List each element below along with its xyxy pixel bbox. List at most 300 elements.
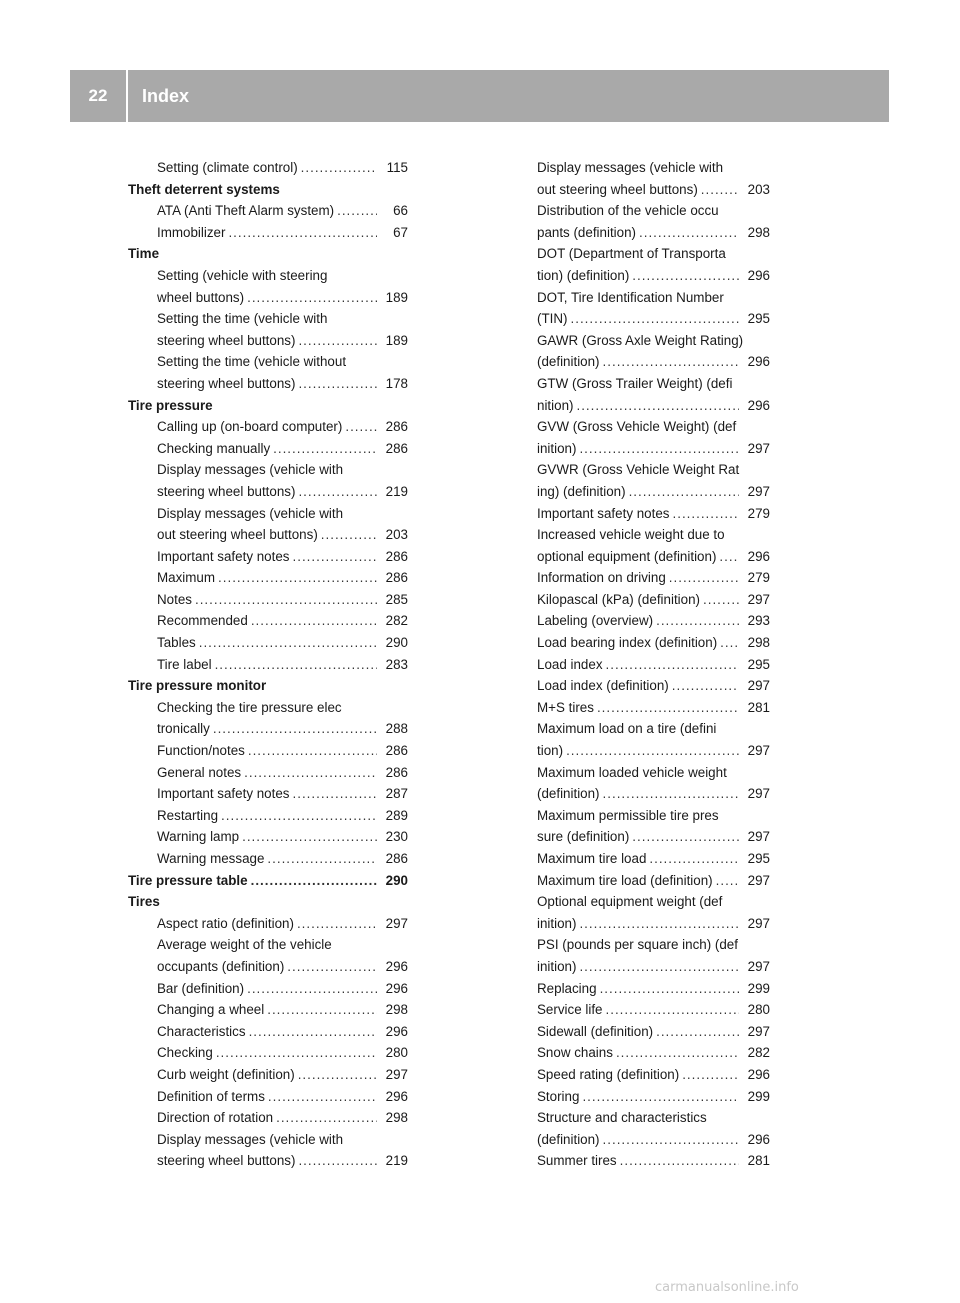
- dot-leader: [656, 1021, 739, 1043]
- section-title: Index: [142, 85, 190, 106]
- index-entry: [508, 826, 770, 848]
- dot-leader: [228, 222, 377, 244]
- page-reference: 287: [385, 786, 408, 802]
- entry-text: (definition): [537, 354, 600, 370]
- page-reference: 293: [747, 613, 770, 629]
- index-entry: [508, 308, 770, 330]
- page-reference: 203: [385, 527, 408, 543]
- page-reference: 298: [385, 1110, 408, 1126]
- page-reference: 296: [747, 267, 770, 283]
- page-reference: 299: [747, 980, 770, 996]
- entry-text: Tire label: [157, 656, 212, 672]
- entry-text: Warning lamp: [157, 829, 240, 845]
- index-heading: [128, 179, 408, 201]
- index-entry: [128, 697, 408, 719]
- entry-text: Tire pressure table: [128, 872, 248, 888]
- index-entry: [508, 503, 770, 525]
- index-entry: [508, 373, 770, 395]
- index-entry: [508, 697, 770, 719]
- dot-leader: [701, 179, 739, 201]
- entry-text: Display messages (vehicle with: [157, 462, 344, 478]
- entry-text: Restarting: [157, 807, 219, 823]
- entry-text: Important safety notes: [157, 548, 290, 564]
- watermark: carmanualsonline.info: [655, 1280, 799, 1295]
- index-entry: [128, 287, 408, 309]
- dot-leader: [656, 610, 739, 632]
- dot-leader: [216, 1042, 377, 1064]
- entry-text: Maximum tire load: [537, 851, 647, 866]
- index-entry: [128, 1150, 408, 1172]
- index-entry: [128, 1042, 408, 1064]
- index-entry: [508, 654, 770, 676]
- entry-text: Setting the time (vehicle without: [157, 354, 347, 370]
- entry-text: Average weight of the vehicle: [157, 937, 332, 953]
- page-reference: 299: [747, 1088, 770, 1104]
- dot-leader: [720, 632, 739, 654]
- dot-leader: [620, 1150, 739, 1172]
- index-column-right: [508, 157, 770, 1172]
- page-reference: 286: [385, 570, 408, 586]
- entry-text: Aspect ratio (definition): [157, 915, 294, 931]
- index-entry: [128, 222, 408, 244]
- page-reference: 283: [385, 656, 408, 672]
- page-reference: 289: [385, 807, 408, 823]
- entry-text: Definition of terms: [157, 1088, 265, 1104]
- index-entry: [128, 546, 408, 568]
- index-entry: [128, 783, 408, 805]
- index-entry: [128, 762, 408, 784]
- index-entry: [128, 438, 408, 460]
- page-reference: 286: [385, 743, 408, 759]
- index-entry: [128, 805, 408, 827]
- dot-leader: [247, 287, 377, 309]
- page-reference: 285: [385, 591, 408, 607]
- dot-leader: [293, 546, 378, 568]
- dot-leader: [629, 481, 739, 503]
- dot-leader: [603, 351, 739, 373]
- dot-leader: [566, 740, 739, 762]
- page-reference: 286: [385, 419, 408, 435]
- dot-leader: [321, 524, 377, 546]
- index-entry: [508, 978, 770, 1000]
- page-header: [70, 70, 889, 122]
- entry-text: Load index (definition): [537, 678, 669, 694]
- dot-leader: [301, 157, 377, 179]
- dot-leader: [716, 870, 739, 892]
- entry-text: Display messages (vehicle with: [537, 160, 724, 175]
- entry-text: Recommended: [157, 613, 248, 629]
- page-reference: 296: [385, 1088, 408, 1104]
- index-entry: [128, 913, 408, 935]
- entry-text: inition): [537, 915, 577, 931]
- index-entry: [508, 870, 770, 892]
- dot-leader: [606, 999, 740, 1021]
- page-reference: 296: [747, 548, 770, 564]
- entry-text: nition): [537, 397, 574, 413]
- dot-leader: [571, 308, 740, 330]
- index-entry: [508, 567, 770, 589]
- page-reference: 281: [747, 699, 770, 715]
- page-reference: 297: [747, 440, 770, 456]
- index-entry: [508, 1086, 770, 1108]
- page-reference: 203: [747, 181, 770, 197]
- dot-leader: [673, 503, 740, 525]
- page-reference: 296: [747, 397, 770, 413]
- page-reference: 282: [385, 613, 408, 629]
- index-entry: [128, 956, 408, 978]
- index-entry: [508, 783, 770, 805]
- entry-text: ing) (definition): [537, 483, 626, 499]
- page-reference: 297: [747, 958, 770, 974]
- entry-text: wheel buttons): [157, 289, 245, 305]
- dot-leader: [606, 654, 739, 676]
- index-entry: [128, 740, 408, 762]
- page-reference: 286: [385, 548, 408, 564]
- index-entry: [128, 481, 408, 503]
- entry-text: pants (definition): [537, 224, 636, 240]
- entry-text: Tire pressure: [128, 397, 213, 413]
- entry-text: Tire pressure monitor: [128, 678, 267, 694]
- page-reference: 288: [385, 721, 408, 737]
- page-reference: 280: [747, 1002, 770, 1018]
- dot-leader: [669, 567, 739, 589]
- index-entry: [508, 891, 770, 913]
- index-entry: [508, 762, 770, 784]
- page-reference: 297: [747, 872, 770, 888]
- page-reference: 286: [385, 764, 408, 780]
- page-reference: 296: [747, 354, 770, 370]
- entry-text: Information on driving: [537, 570, 666, 586]
- entry-text: Structure and characteristics: [537, 1110, 707, 1126]
- index-entry: [508, 395, 770, 417]
- index-entry: [508, 913, 770, 935]
- entry-text: Summer tires: [537, 1153, 617, 1169]
- index-entry: [508, 610, 770, 632]
- index-entry: [128, 1021, 408, 1043]
- dot-leader: [579, 438, 739, 460]
- dot-leader: [298, 330, 377, 352]
- entry-text: Checking the tire pressure elec: [157, 699, 342, 715]
- dot-leader: [221, 805, 377, 827]
- index-heading: [128, 870, 408, 892]
- entry-text: Curb weight (definition): [157, 1066, 295, 1082]
- dot-leader: [632, 826, 739, 848]
- index-heading: [128, 395, 408, 417]
- page-reference: 297: [747, 915, 770, 931]
- dot-leader: [719, 546, 739, 568]
- entry-text: inition): [537, 958, 577, 974]
- entry-text: M+S tires: [537, 699, 594, 715]
- index-entry: [128, 524, 408, 546]
- index-entry: [128, 416, 408, 438]
- entry-text: Maximum load on a tire (defini: [537, 721, 717, 737]
- entry-text: Sidewall (definition): [537, 1023, 654, 1039]
- entry-text: (definition): [537, 786, 600, 802]
- dot-leader: [244, 762, 377, 784]
- page-reference: 296: [747, 1066, 770, 1082]
- index-entry: [128, 308, 408, 330]
- index-entry: [508, 589, 770, 611]
- page-reference: 286: [385, 440, 408, 456]
- page-reference: 297: [747, 829, 770, 845]
- entry-text: PSI (pounds per square inch) (def: [537, 937, 738, 953]
- entry-text: Tables: [157, 635, 196, 651]
- dot-leader: [218, 567, 377, 589]
- entry-text: Tires: [128, 894, 160, 910]
- index-entry: [508, 1129, 770, 1151]
- entry-text: occupants (definition): [157, 958, 285, 974]
- page-reference: 295: [747, 311, 770, 327]
- index-entry: [128, 459, 408, 481]
- dot-leader: [597, 697, 739, 719]
- entry-text: Setting the time (vehicle with: [157, 311, 328, 327]
- index-entry: [508, 157, 770, 179]
- entry-text: Distribution of the vehicle occu: [537, 203, 719, 219]
- entry-text: Warning message: [157, 851, 265, 866]
- dot-leader: [287, 956, 377, 978]
- entry-text: (definition): [537, 1131, 600, 1147]
- entry-text: Setting (climate control): [157, 160, 298, 175]
- dot-leader: [649, 848, 739, 870]
- page-reference: 298: [385, 1002, 408, 1018]
- index-entry: [128, 200, 408, 222]
- entry-text: Increased vehicle weight due to: [537, 527, 725, 543]
- page-reference: 219: [385, 1153, 408, 1169]
- index-entry: [128, 503, 408, 525]
- page-reference: 189: [385, 289, 408, 305]
- page-reference: 230: [385, 829, 408, 845]
- index-entry: [508, 675, 770, 697]
- index-entry: [508, 848, 770, 870]
- index-entry: [508, 416, 770, 438]
- entry-text: Maximum permissible tire pres: [537, 807, 719, 823]
- index-entry: [128, 589, 408, 611]
- entry-text: sure (definition): [537, 829, 630, 845]
- dot-leader: [267, 999, 377, 1021]
- entry-text: inition): [537, 440, 577, 456]
- entry-text: Immobilizer: [157, 224, 226, 240]
- entry-text: Time: [128, 246, 160, 262]
- dot-leader: [247, 978, 377, 1000]
- page-reference: 297: [747, 786, 770, 802]
- index-entry: [128, 632, 408, 654]
- page-reference: 298: [747, 224, 770, 240]
- dot-leader: [297, 913, 377, 935]
- dot-leader: [276, 1107, 377, 1129]
- entry-text: tion) (definition): [537, 267, 630, 283]
- index-entry: [508, 546, 770, 568]
- index-entry: [508, 740, 770, 762]
- index-entry: [128, 351, 408, 373]
- entry-text: Direction of rotation: [157, 1110, 274, 1126]
- index-heading: [128, 243, 408, 265]
- dot-leader: [616, 1042, 739, 1064]
- page-reference: 295: [747, 851, 770, 866]
- dot-leader: [213, 718, 377, 740]
- index-entry: [128, 330, 408, 352]
- dot-leader: [251, 610, 377, 632]
- dot-leader: [345, 416, 377, 438]
- page-reference: 296: [747, 1131, 770, 1147]
- dot-leader: [582, 1086, 739, 1108]
- index-entry: [508, 1107, 770, 1129]
- index-entry: [508, 934, 770, 956]
- page-reference: 281: [747, 1153, 770, 1169]
- entry-text: (TIN): [537, 311, 568, 327]
- index-entry: [508, 805, 770, 827]
- dot-leader: [579, 956, 739, 978]
- dot-leader: [632, 265, 739, 287]
- index-entry: [128, 157, 408, 179]
- page-reference: 295: [747, 656, 770, 672]
- entry-text: GTW (Gross Trailer Weight) (defi: [537, 375, 733, 391]
- index-entry: [128, 848, 408, 870]
- entry-text: General notes: [157, 764, 242, 780]
- index-entry: [508, 524, 770, 546]
- page-reference: 297: [385, 915, 408, 931]
- index-entry: [508, 481, 770, 503]
- page-reference: 290: [385, 872, 408, 888]
- index-entry: [128, 1129, 408, 1151]
- entry-text: Characteristics: [157, 1023, 246, 1039]
- entry-text: Labeling (overview): [537, 613, 654, 629]
- entry-text: tronically: [157, 721, 210, 737]
- entry-text: optional equipment (definition): [537, 548, 717, 564]
- entry-text: steering wheel buttons): [157, 332, 296, 348]
- entry-text: Important safety notes: [157, 786, 290, 802]
- page-reference: 279: [747, 570, 770, 586]
- page-reference: 297: [747, 1023, 770, 1039]
- page-reference: 282: [747, 1045, 770, 1061]
- page-reference: 280: [385, 1045, 408, 1061]
- entry-text: DOT, Tire Identification Number: [537, 289, 724, 305]
- dot-leader: [268, 1086, 377, 1108]
- index-entry: [508, 200, 770, 222]
- dot-leader: [267, 848, 377, 870]
- dot-leader: [337, 200, 377, 222]
- page-reference: 296: [385, 1023, 408, 1039]
- index-entry: [508, 179, 770, 201]
- entry-text: Maximum: [157, 570, 216, 586]
- entry-text: Checking: [157, 1045, 213, 1061]
- dot-leader: [298, 1064, 377, 1086]
- entry-text: Setting (vehicle with steering: [157, 267, 328, 283]
- entry-text: Replacing: [537, 980, 597, 996]
- entry-text: Calling up (on-board computer): [157, 419, 343, 435]
- index-entry: [508, 287, 770, 309]
- page-reference: 286: [385, 851, 408, 866]
- index-entry: [508, 632, 770, 654]
- index-column-left: [128, 157, 408, 1172]
- entry-text: Maximum tire load (definition): [537, 872, 713, 888]
- entry-text: out steering wheel buttons): [537, 181, 698, 197]
- dot-leader: [298, 373, 377, 395]
- page-reference: 297: [747, 591, 770, 607]
- dot-leader: [293, 783, 378, 805]
- dot-leader: [195, 589, 377, 611]
- dot-leader: [242, 826, 377, 848]
- index-entry: [128, 567, 408, 589]
- dot-leader: [672, 675, 739, 697]
- entry-text: Snow chains: [537, 1045, 613, 1061]
- index-entry: [508, 999, 770, 1021]
- dot-leader: [248, 740, 377, 762]
- page-reference: 115: [386, 160, 408, 175]
- dot-leader: [273, 438, 377, 460]
- index-entry: [128, 373, 408, 395]
- entry-text: Load bearing index (definition): [537, 635, 718, 651]
- dot-leader: [703, 589, 739, 611]
- entry-text: GAWR (Gross Axle Weight Rating): [537, 332, 744, 348]
- index-entry: [128, 999, 408, 1021]
- index-entry: [508, 351, 770, 373]
- index-entry: [508, 222, 770, 244]
- page-reference: 279: [747, 505, 770, 521]
- dot-leader: [579, 913, 739, 935]
- entry-text: Storing: [537, 1088, 580, 1104]
- index-entry: [128, 1064, 408, 1086]
- index-entry: [128, 1107, 408, 1129]
- dot-leader: [603, 783, 739, 805]
- dot-leader: [199, 632, 377, 654]
- index-heading: [128, 675, 408, 697]
- page-reference: 297: [747, 743, 770, 759]
- page-reference: 297: [747, 483, 770, 499]
- index-entry: [128, 826, 408, 848]
- page-reference: 178: [385, 375, 408, 391]
- index-entry: [128, 1086, 408, 1108]
- entry-text: Service life: [537, 1002, 603, 1018]
- index-entry: [128, 934, 408, 956]
- entry-text: tion): [537, 743, 564, 759]
- dot-leader: [298, 1150, 377, 1172]
- dot-leader: [249, 1021, 377, 1043]
- entry-text: GVWR (Gross Vehicle Weight Rat: [537, 462, 740, 478]
- dot-leader: [603, 1129, 739, 1151]
- page-reference: 296: [385, 958, 408, 974]
- entry-text: Kilopascal (kPa) (definition): [537, 591, 700, 607]
- entry-text: out steering wheel buttons): [157, 527, 318, 543]
- index-entry: [508, 438, 770, 460]
- index-entry: [508, 1064, 770, 1086]
- index-entry: [508, 243, 770, 265]
- page-reference: 189: [385, 332, 408, 348]
- index-entry: [508, 330, 770, 352]
- entry-text: Optional equipment weight (def: [537, 894, 723, 910]
- dot-leader: [251, 870, 377, 892]
- index-entry: [508, 1021, 770, 1043]
- entry-text: steering wheel buttons): [157, 375, 296, 391]
- index-entry: [508, 1150, 770, 1172]
- index-entry: [128, 265, 408, 287]
- entry-text: Load index: [537, 656, 603, 672]
- index-entry: [128, 610, 408, 632]
- page-number: 22: [70, 70, 128, 122]
- dot-leader: [215, 654, 377, 676]
- dot-leader: [298, 481, 377, 503]
- entry-text: ATA (Anti Theft Alarm system): [157, 203, 335, 219]
- index-entry: [508, 956, 770, 978]
- index-entry: [508, 265, 770, 287]
- dot-leader: [600, 978, 739, 1000]
- entry-text: Checking manually: [157, 440, 271, 456]
- entry-text: Important safety notes: [537, 505, 670, 521]
- index-entry: [508, 459, 770, 481]
- page-reference: 297: [385, 1066, 408, 1082]
- entry-text: GVW (Gross Vehicle Weight) (def: [537, 419, 737, 435]
- entry-text: Maximum loaded vehicle weight: [537, 764, 727, 780]
- entry-text: Function/notes: [157, 743, 245, 759]
